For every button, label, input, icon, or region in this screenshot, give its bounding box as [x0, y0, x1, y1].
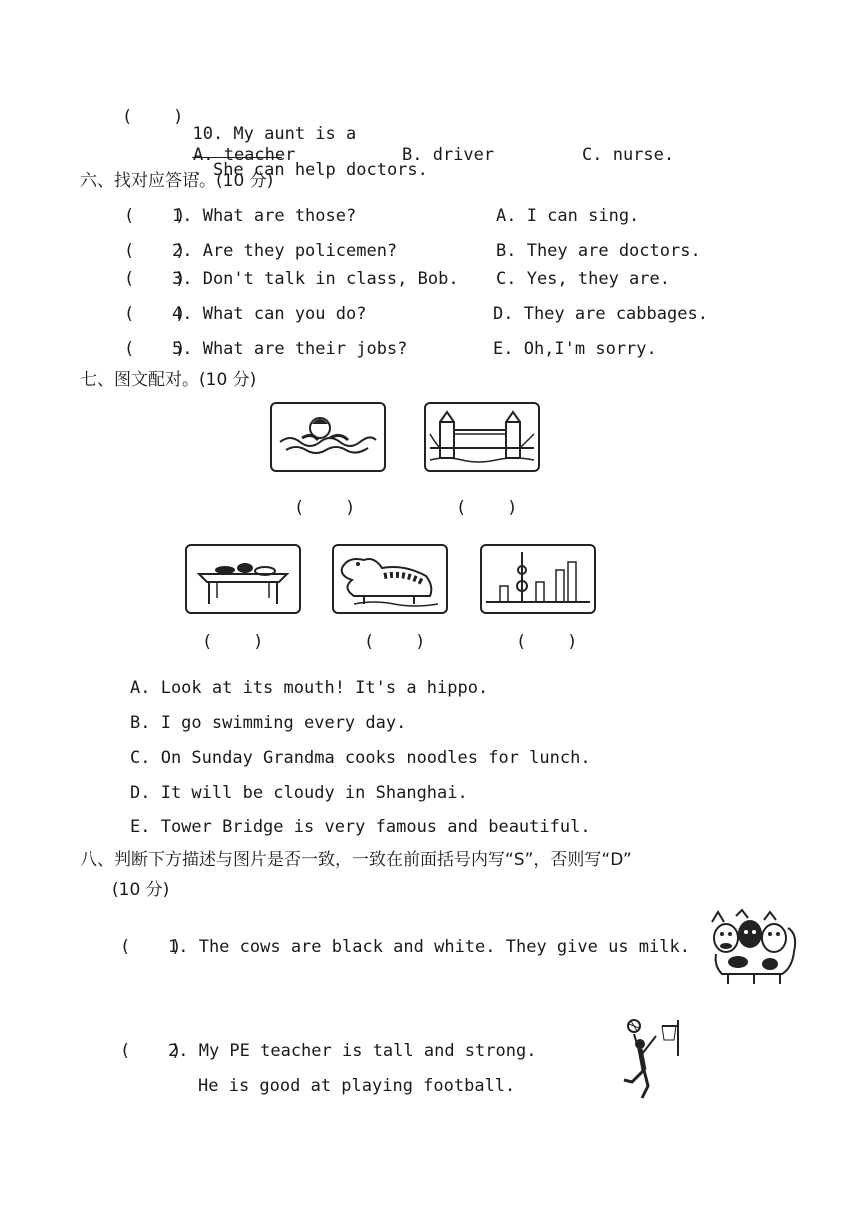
s6-answer-b: B. They are doctors.	[496, 241, 701, 261]
s6-answer-d: D. They are cabbages.	[493, 304, 708, 324]
tower-bridge-picture	[424, 402, 540, 472]
s6-q3-bracket[interactable]: ( )	[124, 269, 186, 289]
s7-sentence-d: D. It will be cloudy in Shanghai.	[130, 783, 468, 803]
s7-bracket-1[interactable]: ( )	[294, 498, 356, 518]
s6-q2-text: 2. Are they policemen?	[172, 241, 398, 261]
s6-q3-text: 3. Don't talk in class, Bob.	[172, 269, 459, 289]
swimming-child-picture	[270, 402, 386, 472]
s6-answer-e: E. Oh,I'm sorry.	[493, 339, 657, 359]
section8-title: 八、判断下方描述与图片是否一致，一致在前面括号内写“S”，否则写“D”	[80, 850, 632, 870]
cows-picture	[708, 908, 800, 986]
s6-q2-bracket[interactable]: ( )	[124, 241, 186, 261]
s7-sentence-c: C. On Sunday Grandma cooks noodles for lunch.	[130, 748, 591, 768]
s8-q2-bracket[interactable]: ( )	[120, 1041, 182, 1061]
section8-title-cont: (10 分)	[112, 880, 170, 900]
s7-sentence-b: B. I go swimming every day.	[130, 713, 407, 733]
s7-bracket-4[interactable]: ( )	[364, 632, 426, 652]
q10-option-b: B. driver	[402, 145, 495, 165]
q10-text-before: 10. My aunt is a	[192, 124, 357, 144]
s7-bracket-2[interactable]: ( )	[456, 498, 518, 518]
s6-q4-bracket[interactable]: ( )	[124, 304, 186, 324]
q10-option-a: A. teacher	[193, 145, 296, 165]
s6-answer-c: C. Yes, they are.	[496, 269, 670, 289]
s8-q1-bracket[interactable]: ( )	[120, 937, 182, 957]
s6-q1-bracket[interactable]: ( )	[124, 206, 186, 226]
section6-title: 六、找对应答语。(10 分)	[80, 171, 274, 191]
basketball-player-picture	[614, 1016, 684, 1102]
section7-title: 七、图文配对。(10 分)	[80, 370, 257, 390]
q10-text-after: . She can help doctors.	[192, 160, 428, 180]
s6-q1-text: 1. What are those?	[172, 206, 357, 226]
q10-bracket[interactable]: ( )	[122, 107, 184, 127]
q10-option-c: C. nurse.	[582, 145, 675, 165]
dining-table-picture	[185, 544, 301, 614]
s7-bracket-3[interactable]: ( )	[202, 632, 264, 652]
s8-q1-text: 1. The cows are black and white. They give us milk.	[168, 937, 690, 957]
s6-q5-bracket[interactable]: ( )	[124, 339, 186, 359]
s7-bracket-5[interactable]: ( )	[516, 632, 578, 652]
hippo-picture	[332, 544, 448, 614]
s8-q2-line2: He is good at playing football.	[198, 1076, 516, 1096]
s6-q4-text: 4. What can you do?	[172, 304, 367, 324]
s6-answer-a: A. I can sing.	[496, 206, 640, 226]
s8-q2-line1: 2. My PE teacher is tall and strong.	[168, 1041, 537, 1061]
s7-sentence-a: A. Look at its mouth! It's a hippo.	[130, 678, 489, 698]
q10-question	[172, 109, 428, 179]
s6-q5-text: 5. What are their jobs?	[172, 339, 408, 359]
s7-sentence-e: E. Tower Bridge is very famous and beautiful.	[130, 817, 591, 837]
shanghai-skyline-picture	[480, 544, 596, 614]
